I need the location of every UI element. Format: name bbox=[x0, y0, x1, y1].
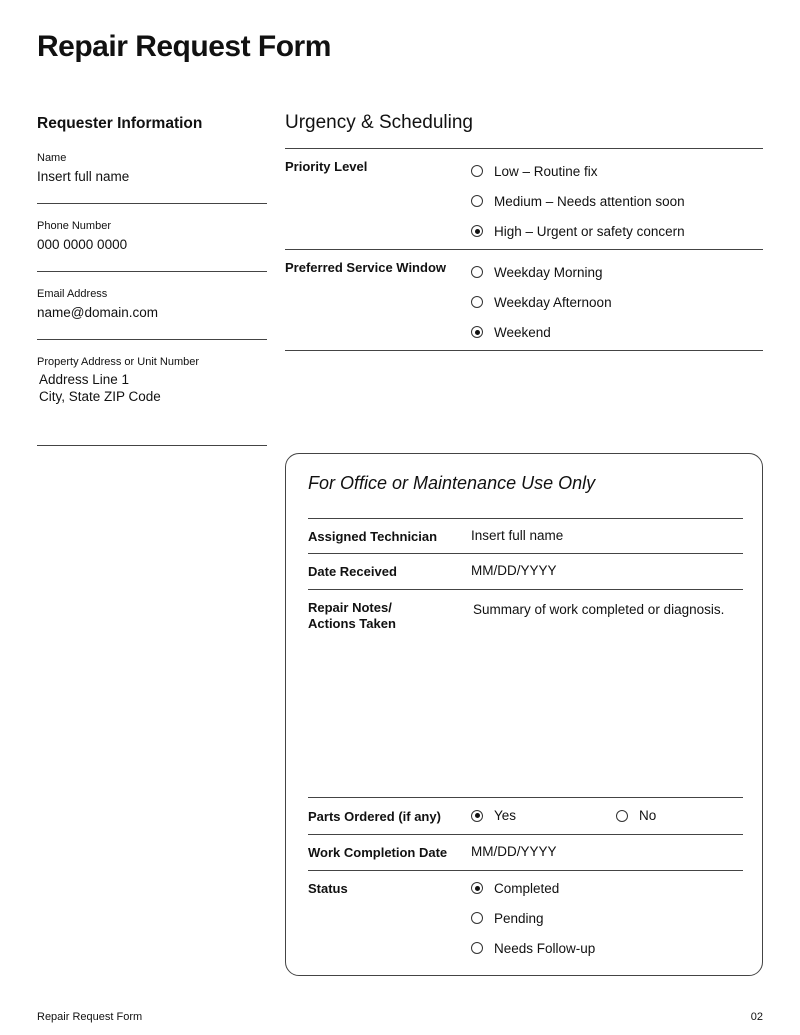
date-received-input[interactable]: MM/DD/YYYY bbox=[471, 563, 557, 578]
completion-date-label: Work Completion Date bbox=[308, 845, 448, 860]
status-option-needs-follow-up[interactable] bbox=[471, 933, 595, 963]
email-field[interactable] bbox=[37, 288, 267, 340]
status-label: Status bbox=[308, 881, 348, 896]
phone-field[interactable] bbox=[37, 220, 267, 272]
parts-yes-option[interactable] bbox=[471, 808, 516, 823]
option-label: Medium – Needs attention soon bbox=[494, 193, 685, 209]
option-label: Weekend bbox=[494, 324, 551, 340]
priority-options bbox=[471, 156, 685, 246]
service-window-label: Preferred Service Window bbox=[285, 260, 446, 275]
radio-icon[interactable] bbox=[471, 296, 483, 308]
parts-ordered-row bbox=[308, 797, 743, 835]
phone-input[interactable]: 000 0000 0000 bbox=[37, 237, 128, 252]
radio-icon[interactable] bbox=[471, 810, 483, 822]
page-title: Repair Request Form bbox=[37, 30, 331, 63]
name-label: Name bbox=[37, 152, 67, 164]
address-label: Property Address or Unit Number bbox=[37, 356, 200, 368]
radio-icon[interactable] bbox=[471, 882, 483, 894]
option-label: Yes bbox=[494, 808, 517, 823]
window-option-weekday-morning[interactable] bbox=[471, 257, 612, 287]
option-label: Completed bbox=[494, 880, 560, 896]
office-heading: For Office or Maintenance Use Only bbox=[308, 473, 596, 493]
priority-group bbox=[285, 149, 763, 250]
status-option-completed[interactable] bbox=[471, 873, 595, 903]
option-label: Needs Follow-up bbox=[494, 940, 596, 956]
radio-icon[interactable] bbox=[471, 326, 483, 338]
radio-icon[interactable] bbox=[616, 810, 628, 822]
option-label: Low – Routine fix bbox=[494, 163, 598, 179]
technician-row bbox=[308, 518, 743, 554]
completion-date-input[interactable]: MM/DD/YYYY bbox=[471, 844, 557, 859]
repair-notes-label bbox=[308, 600, 396, 632]
address-line-1: Address Line 1 bbox=[39, 372, 130, 387]
technician-input[interactable]: Insert full name bbox=[471, 528, 564, 543]
status-row bbox=[308, 870, 743, 970]
address-line-2: City, State ZIP Code bbox=[39, 389, 161, 404]
date-received-label: Date Received bbox=[308, 564, 397, 579]
urgency-heading: Urgency & Scheduling bbox=[285, 112, 473, 133]
repair-notes-label-line-1: Repair Notes/ bbox=[308, 600, 392, 615]
radio-icon[interactable] bbox=[471, 225, 483, 237]
option-label: Weekday Afternoon bbox=[494, 294, 612, 310]
parts-ordered-label: Parts Ordered (if any) bbox=[308, 809, 441, 824]
address-input[interactable] bbox=[39, 371, 161, 405]
address-field[interactable] bbox=[37, 356, 267, 446]
urgency-section bbox=[285, 112, 763, 351]
option-label: No bbox=[639, 808, 657, 823]
service-window-options bbox=[471, 257, 612, 347]
radio-icon[interactable] bbox=[471, 195, 483, 207]
radio-icon[interactable] bbox=[471, 942, 483, 954]
repair-notes-textarea[interactable]: Summary of work completed or diagnosis. bbox=[473, 602, 725, 617]
status-options bbox=[471, 873, 595, 963]
service-window-group bbox=[285, 250, 763, 351]
email-input[interactable]: name@domain.com bbox=[37, 305, 159, 320]
window-option-weekend[interactable] bbox=[471, 317, 612, 347]
repair-notes-label-line-2: Actions Taken bbox=[308, 616, 396, 631]
name-field[interactable] bbox=[37, 152, 267, 204]
priority-option-medium[interactable] bbox=[471, 186, 685, 216]
page-number: 02 bbox=[750, 1011, 763, 1023]
priority-option-high[interactable] bbox=[471, 216, 685, 246]
date-received-row bbox=[308, 553, 743, 589]
option-label: Weekday Morning bbox=[494, 264, 603, 280]
name-input[interactable]: Insert full name bbox=[37, 169, 130, 184]
email-label: Email Address bbox=[37, 288, 108, 300]
status-option-pending[interactable] bbox=[471, 903, 595, 933]
requester-heading: Requester Information bbox=[37, 115, 203, 132]
parts-no-option[interactable] bbox=[616, 808, 656, 823]
option-label: High – Urgent or safety concern bbox=[494, 223, 685, 239]
footer-title: Repair Request Form bbox=[37, 1011, 143, 1023]
radio-icon[interactable] bbox=[471, 912, 483, 924]
phone-label: Phone Number bbox=[37, 220, 111, 232]
requester-section bbox=[37, 115, 267, 446]
option-label: Pending bbox=[494, 910, 544, 926]
repair-notes-row bbox=[308, 589, 743, 797]
office-use-box bbox=[285, 453, 763, 976]
window-option-weekday-afternoon[interactable] bbox=[471, 287, 612, 317]
priority-label: Priority Level bbox=[285, 159, 368, 174]
technician-label: Assigned Technician bbox=[308, 529, 438, 544]
priority-option-low[interactable] bbox=[471, 156, 685, 186]
radio-icon[interactable] bbox=[471, 165, 483, 177]
completion-date-row bbox=[308, 834, 743, 870]
radio-icon[interactable] bbox=[471, 266, 483, 278]
